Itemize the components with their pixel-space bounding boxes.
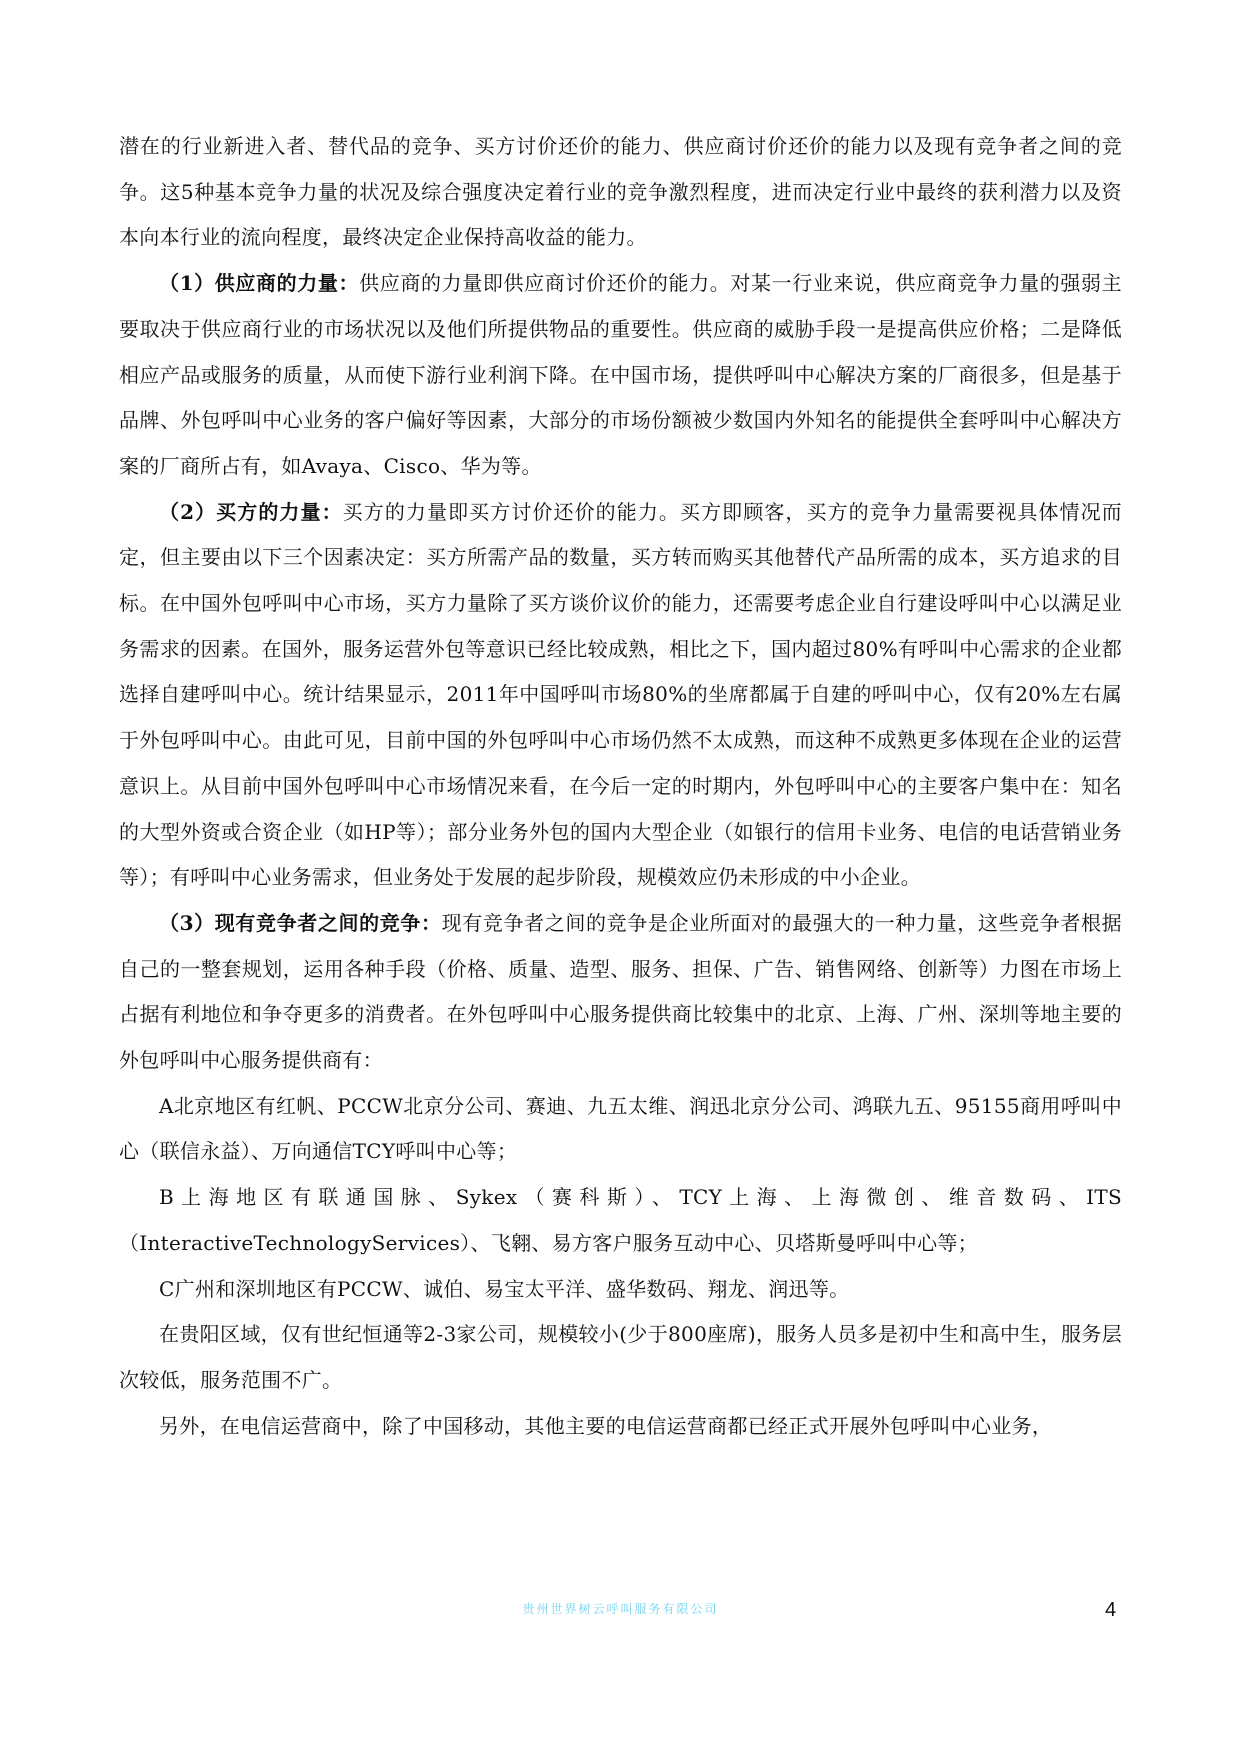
- provider-list-item-beijing: A北京地区有红帆、PCCW北京分公司、赛迪、九五太维、润迅北京分公司、鸿联九五、95155商用呼叫中心（联信永益）、万向通信TCY呼叫中心等；: [119, 1093, 1122, 1164]
- competitor-text: 现有竞争者之间的竞争是企业所面对的最强大的一种力量，这些竞争者根据自己的一整套规划，运用各种手段（价格、质量、造型、服务、担保、广告、销售网络、创新等）力图在市场上占据有利地位和争夺更多的消费者。在外包呼叫中心服务提供商比较集中的北京、上海、广州、深圳等地主要的外包呼叫中心服务提供商有：: [119, 910, 1122, 1073]
- telecom-paragraph: 另外，在电信运营商中，除了中国移动，其他主要的电信运营商都已经正式开展外包呼叫中心业务，: [159, 1413, 1053, 1438]
- page-number: 4: [1105, 1599, 1117, 1621]
- supplier-text: 供应商的力量即供应商讨价还价的能力。对某一行业来说，供应商竞争力量的强弱主要取决于供应商行业的市场状况以及他们所提供物品的重要性。供应商的威胁手段一是提高供应价格；二是降低相应产品或服务的质量，从而使下游行业利润下降。在中国市场，提供呼叫中心解决方案的厂商很多，但是基于品牌、外包呼叫中心业务的客户偏好等因素，大部分的市场份额被少数国内外知名的能提供全套呼叫中心解决方案的厂商所占有，如Avaya、Cisco、华为等。: [119, 271, 1122, 478]
- buyer-paragraph: [119, 490, 1122, 901]
- buyer-text: 买方的力量即买方讨价还价的能力。买方即顾客，买方的竞争力量需要视具体情况而定，但主要由以下三个因素决定：买方所需产品的数量，买方转而购买其他替代产品所需的成本，买方追求的目标。在中国外包呼叫中心市场，买方力量除了买方谈价议价的能力，还需要考虑企业自行建设呼叫中心以满足业务需求的因素。在国外，服务运营外包等意识已经比较成熟，相比之下，国内超过80%有呼叫中心需求的企业都选择自建呼叫中心。统计结果显示，2011年中国呼叫市场80%的坐席都属于自建的呼叫中心，仅有20%左右属于外包呼叫中心。由此可见，目前中国的外包呼叫中心市场仍然不太成熟，而这种不成熟更多体现在企业的运营意识上。从目前中国外包呼叫中心市场情况来看，在今后一定的时期内，外包呼叫中心的主要客户集中在：知名的大型外资或合资企业（如HP等）；部分业务外包的国内大型企业（如银行的信用卡业务、电信的电话营销业务等）；有呼叫中心业务需求，但业务处于发展的起步阶段，规模效应仍未形成的中小企业。: [119, 499, 1122, 890]
- buyer-heading: （2）买方的力量：: [159, 499, 343, 524]
- guiyang-paragraph: 在贵阳区域，仅有世纪恒通等2-3家公司，规模较小(少于800座席)，服务人员多是初中生和高中生，服务层次较低，服务范围不广。: [119, 1322, 1122, 1392]
- supplier-paragraph: [119, 261, 1122, 490]
- competitor-heading: （3）现有竞争者之间的竞争：: [159, 910, 442, 935]
- supplier-heading: （1）供应商的力量：: [159, 271, 360, 296]
- competitor-paragraph: [119, 901, 1122, 1084]
- intro-paragraph: 潜在的行业新进入者、替代品的竞争、买方讨价还价的能力、供应商讨价还价的能力以及现有竞争者之间的竞争。这5种基本竞争力量的状况及综合强度决定着行业的竞争激烈程度，进而决定行业中最终的获利潜力以及资本向本行业的流向程度，最终决定企业保持高收益的能力。: [119, 134, 1122, 250]
- footer-company-name: 贵州世界树云呼叫服务有限公司: [522, 1602, 719, 1616]
- provider-list-item-guangzhou-shenzhen: C广州和深圳地区有PCCW、诚伯、易宝太平洋、盛华数码、翔龙、润迅等。: [159, 1276, 850, 1301]
- provider-list-item-shanghai: B上海地区有联通国脉、Sykex（赛科斯）、TCY上海、上海微创、维音数码、ITS（InteractiveTechnologyServices）、飞翱、易方客户服务互动中心、贝塔斯曼呼叫中心等；: [119, 1185, 1122, 1255]
- document-body: [119, 124, 1122, 1449]
